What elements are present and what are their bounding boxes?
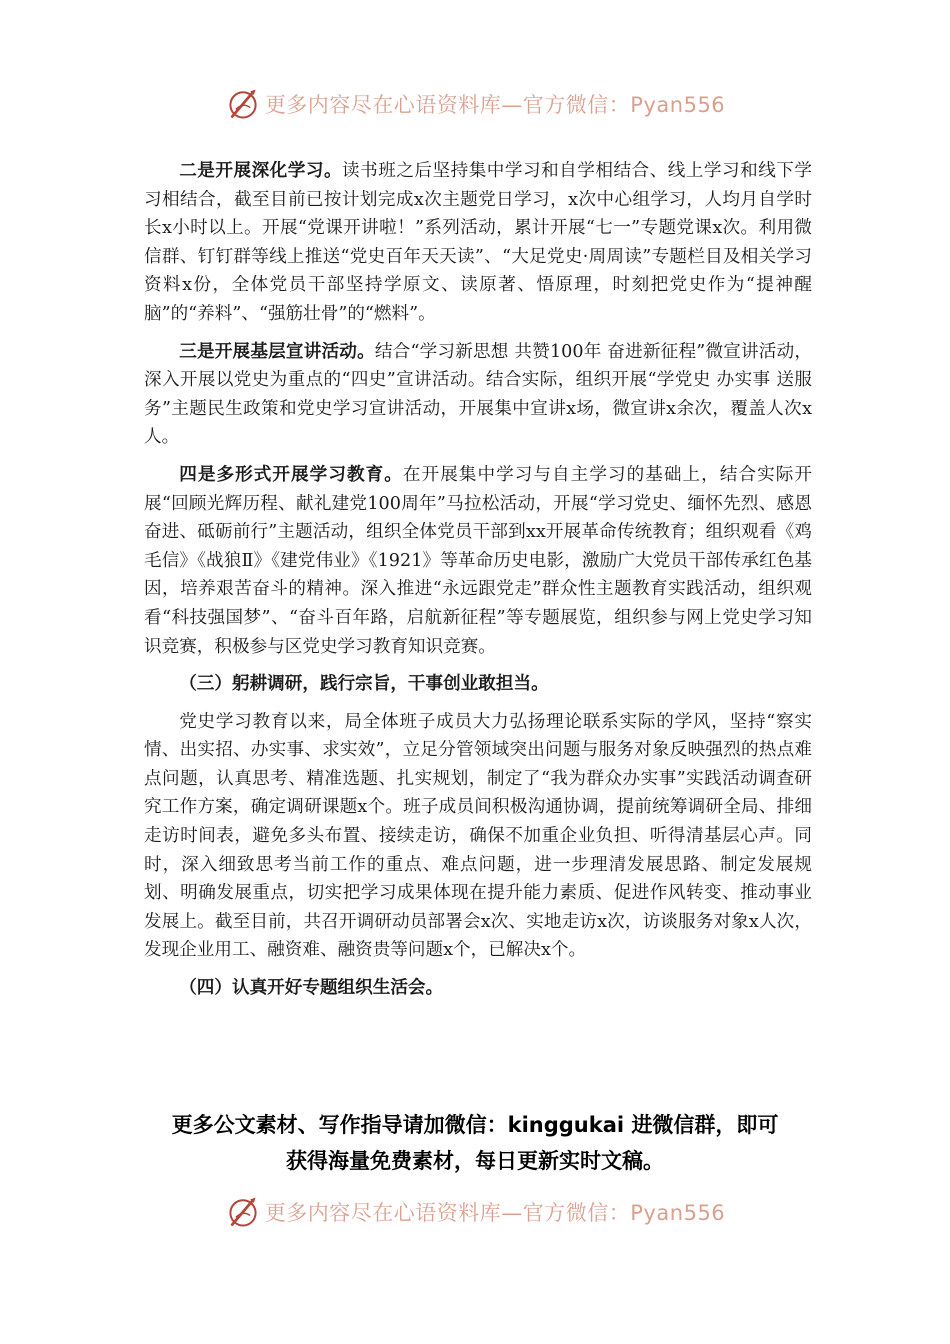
paragraph-lead: 三是开展基层宣讲活动。 — [179, 341, 375, 362]
section-3-heading: （三）躬耕调研，践行宗旨，干事创业敢担当。 — [179, 674, 549, 695]
header-banner-text: 更多内容尽在心语资料库—官方微信：Pyan556 — [264, 93, 726, 117]
section-4-heading: （四）认真开好专题组织生活会。 — [179, 978, 444, 999]
paragraph-text: 读书班之后坚持集中学习和自学相结合、线上学习和线下学习相结合，截至目前已按计划完成x次主题党日学习，x次中心组学习，人均月自学时长x小时以上。开展“党课开讲啦！”系列活动，累计开展“七一”专题党课x次。利用微信群、钉钉群等线上推送“党史百年天天读”、“大足党史·周周读”专题栏目及相关学习资料x份，全体党员干部坚持学原文、读原著、悟原理，时刻把党史作为“提神醒脑”的“养料”、“强筋壮骨”的“燃料”。 — [144, 161, 812, 324]
pen-circle-logo-icon — [225, 86, 261, 122]
paragraph-grassroots-lecture — [144, 338, 812, 452]
header-watermark-banner — [0, 82, 950, 126]
promo-notice — [0, 1107, 950, 1179]
paragraph-text: 在开展集中学习与自主学习的基础上，结合实际开展“回顾光辉历程、献礼建党100周年”马拉松活动，开展“学习党史、缅怀先烈、感恩奋进、砥砺前行”主题活动，组织全体党员干部到xx开展革命传统教育；组织观看《鸡毛信》《战狼Ⅱ》《建党伟业》《1921》等革命历史电影，激励广大党员干部传承红色基因，培养艰苦奋斗的精神。深入推进“永远跟党走”群众性主题教育实践活动，组织观看“科技强国梦”、“奋斗百年路，启航新征程”等专题展览，组织参与网上党史学习知识竞赛，积极参与区党史学习教育知识竞赛。 — [144, 464, 812, 657]
promo-line-1: 更多公文素材、写作指导请加微信：kinggukai 进微信群，即可 — [171, 1113, 779, 1137]
paragraph-text: 结合“学习新思想 共赞100年 奋进新征程”微宣讲活动，深入开展以党史为重点的“四史”宣讲活动。结合实际，组织开展“学党史 办实事 送服务”主题民生政策和党史学习宣讲活动，开展集中宣讲x场，微宣讲x余次，覆盖人次x人。 — [144, 341, 812, 448]
paragraph-lead: 四是多形式开展学习教育。 — [179, 464, 403, 485]
promo-line-2: 获得海量免费素材，每日更新实时文稿。 — [286, 1149, 664, 1173]
footer-watermark-banner — [0, 1190, 950, 1234]
footer-banner-text: 更多内容尽在心语资料库—官方微信：Pyan556 — [264, 1201, 726, 1225]
paragraph-multi-form-education — [144, 461, 812, 661]
paragraph-deepen-study — [144, 157, 812, 329]
paragraph-lead: 二是开展深化学习。 — [179, 161, 343, 181]
document-body — [144, 157, 812, 1007]
section-3-paragraph: 党史学习教育以来，局全体班子成员大力弘扬理论联系实际的学风，坚持“察实情、出实招、办实事、求实效”，立足分管领域突出问题与服务对象反映强烈的热点难点问题，认真思考、精准选题、扎实规划，制定了“我为群众办实事”实践活动调查研究工作方案，确定调研课题x个。班子成员间积极沟通协调，提前统筹调研全局、排细走访时间表，避免多头布置、接续走访，确保不加重企业负担、听得清基层心声。同时，深入细致思考当前工作的重点、难点问题，进一步理清发展思路、制定发展规划、明确发展重点，切实把学习成果体现在提升能力素质、促进作风转变、推动事业发展上。截至目前，共召开调研动员部署会x次、实地走访x次，访谈服务对象x人次，发现企业用工、融资难、融资贵等问题x个，已解决x个。 — [144, 711, 812, 961]
pen-circle-logo-icon — [225, 1194, 261, 1230]
